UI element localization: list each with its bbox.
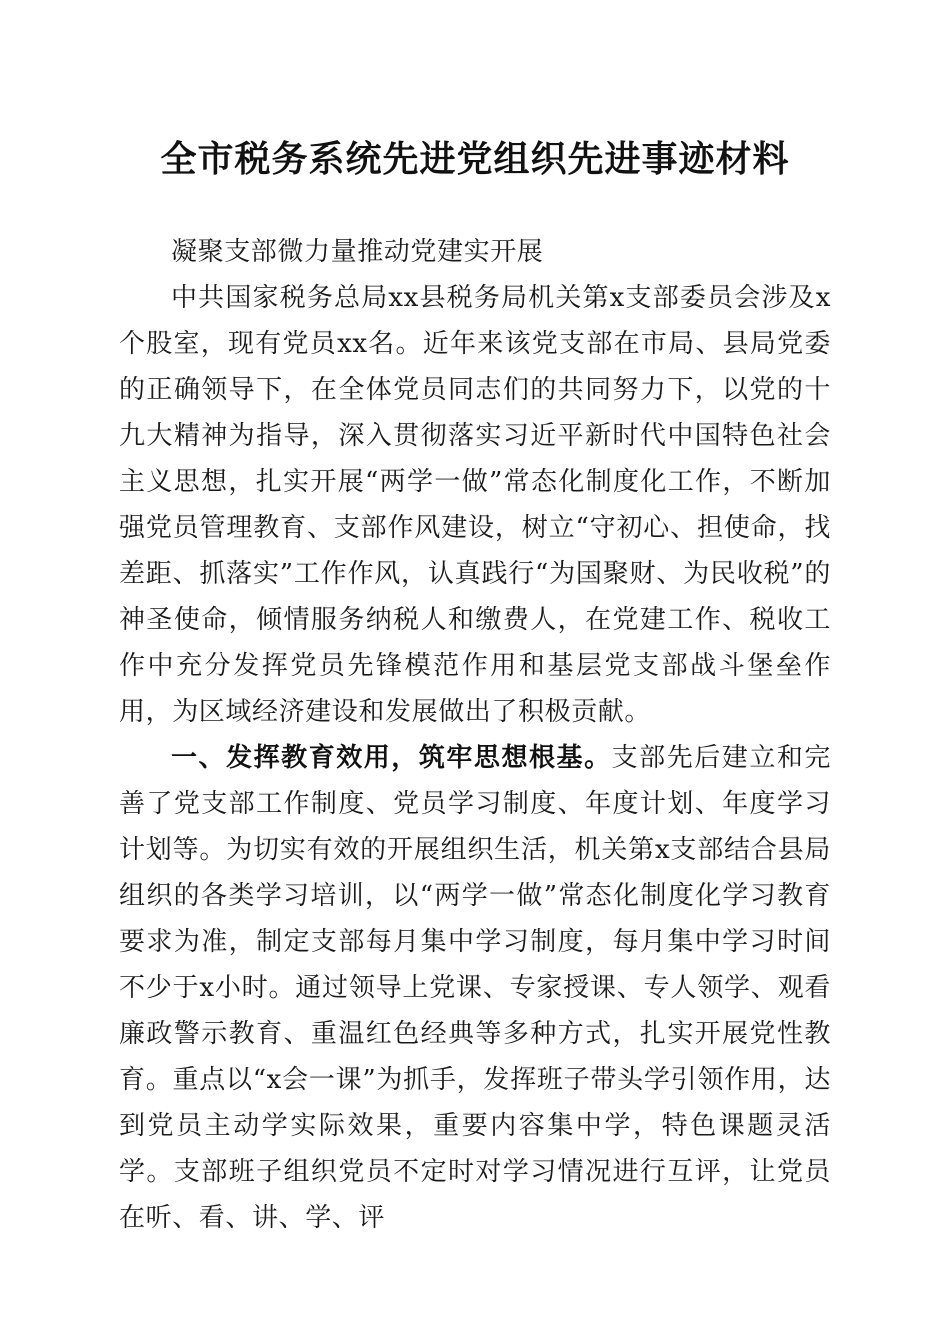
document-subtitle: 凝聚支部微力量推动党建实开展 bbox=[171, 237, 544, 267]
section-1-text: 支部先后建立和完善了党支部工作制度、党员学习制度、年度计划、年度学习计划等。为切实有效的开展组织生活，机关第x支部结合县局组织的各类学习培训，以“两学一做”常态化制度化学习教育要求为准，制定支部每月集中学习制度，每月集中学习时间不少于x小时。通过领导上党课、专家授课、专人领学、观看廉政警示教育、重温红色经典等多种方式，扎实开展党性教育。重点以“x会一课”为抓手，发挥班子带头学引领作用，达到党员主动学实际效果，重要内容集中学，特色课题灵活学。支部班子组织党员不定时对学习情况进行互评，让党员在听、看、讲、学、评 bbox=[119, 743, 831, 1233]
section-1-paragraph bbox=[119, 735, 831, 1241]
section-1-heading: 一、发挥教育效用，筑牢思想根基。 bbox=[171, 743, 612, 773]
document-body bbox=[119, 229, 831, 1241]
document-title: 全市税务系统先进党组织先进事迹材料 bbox=[160, 139, 790, 180]
intro-paragraph: 中共国家税务总局xx县税务局机关第x支部委员会涉及x个股室，现有党员xx名。近年来该党支部在市局、县局党委的正确领导下，在全体党员同志们的共同努力下，以党的十九大精神为指导，深入贯彻落实习近平新时代中国特色社会主义思想，扎实开展“两学一做”常态化制度化工作，不断加强党员管理教育、支部作风建设，树立“守初心、担使命，找差距、抓落实”工作作风，认真践行“为国聚财、为民收税”的神圣使命，倾情服务纳税人和缴费人，在党建工作、税收工作中充分发挥党员先锋模范作用和基层党支部战斗堡垒作用，为区域经济建设和发展做出了积极贡献。 bbox=[119, 283, 831, 727]
